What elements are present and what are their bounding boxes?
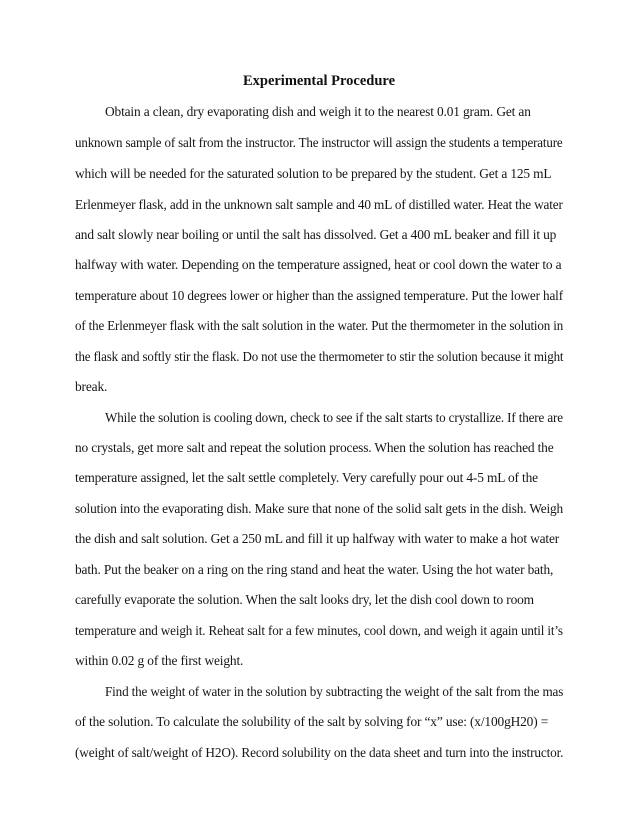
paragraph-2-line: solution into the evaporating dish. Make sure that none of the solid salt gets in the dish. Weigh — [75, 501, 564, 516]
paragraph-1-line: Obtain a clean, dry evaporating dish and weigh it to the nearest 0.01 gram. Get an — [105, 104, 531, 119]
paragraph-1-line: and salt slowly near boiling or until the salt has dissolved. Get a 400 mL beaker and fill it up — [75, 227, 557, 242]
paragraph-1-line: which will be needed for the saturated solution to be prepared by the student. Get a 125 mL — [75, 166, 552, 181]
page-title: Experimental Procedure — [242, 73, 396, 89]
paragraph-1-line: temperature about 10 degrees lower or higher than the assigned temperature. Put the lower half — [75, 288, 563, 303]
paragraph-1-line: halfway with water. Depending on the temperature assigned, heat or cool down the water to a — [75, 257, 562, 272]
paragraph-2-line: within 0.02 g of the first weight. — [75, 653, 244, 668]
paragraph-1-line: of the Erlenmeyer flask with the salt solution in the water. Put the thermometer in the solution in — [75, 318, 564, 333]
paragraph-2-line: no crystals, get more salt and repeat the solution process. When the solution has reached the — [75, 440, 554, 455]
paragraph-2-line: temperature and weigh it. Reheat salt for a few minutes, cool down, and weigh it again until it’s — [75, 623, 563, 638]
paragraph-3-line: Find the weight of water in the solution by subtracting the weight of the salt from the mas — [105, 684, 564, 699]
paragraph-2-line: bath. Put the beaker on a ring on the ring stand and heat the water. Using the hot water bath, — [75, 562, 554, 577]
paragraph-1-line: Erlenmeyer flask, add in the unknown salt sample and 40 mL of distilled water. Heat the water — [75, 197, 563, 212]
paragraph-3-line: (weight of salt/weight of H2O). Record solubility on the data sheet and turn into the instructor. — [75, 745, 564, 760]
paragraph-1-line: unknown sample of salt from the instructor. The instructor will assign the students a temperature — [75, 135, 563, 150]
paragraph-3-line: of the solution. To calculate the solubility of the salt by solving for “x” use: (x/100gH20) = — [75, 714, 549, 729]
paragraph-1-line: the flask and softly stir the flask. Do not use the thermometer to stir the solution because it might — [75, 349, 564, 364]
paragraph-2-line: While the solution is cooling down, check to see if the salt starts to crystallize. If there are — [105, 410, 563, 425]
paragraph-2-line: temperature assigned, let the salt settle completely. Very carefully pour out 4-5 mL of the — [75, 470, 538, 485]
paragraph-1-line: break. — [75, 379, 108, 394]
paragraph-2-line: carefully evaporate the solution. When the salt looks dry, let the dish cool down to room — [75, 592, 534, 607]
paragraph-2-line: the dish and salt solution. Get a 250 mL and fill it up halfway with water to make a hot water — [75, 531, 560, 546]
